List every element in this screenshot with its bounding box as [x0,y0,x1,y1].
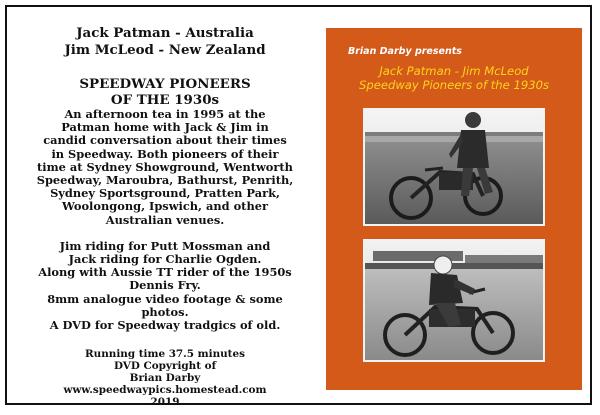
spacer [23,227,307,240]
dvd-cover [326,28,582,390]
credits-block [23,348,307,408]
desc-line: Sydney Sportsground, Pratten Park, [50,186,280,201]
credit-line: 2019 [150,396,180,409]
desc-line: Patman home with Jack & Jim in [61,120,269,135]
credit-line: Brian Darby [129,372,201,385]
riding-paragraph [23,240,307,332]
credit-line: Running time 37.5 minutes [85,348,245,361]
photo-rider-with-bike [363,108,545,226]
description-panel [23,25,307,408]
desc-line: candid conversation about their times [43,133,287,148]
desc-line: in Speedway. Both pioneers of their [51,146,279,161]
riding-line: Dennis Fry. [129,278,201,293]
desc-line: Speedway, Maroubra, Bathurst, Penrith, [36,173,294,188]
desc-line: Australian venues. [105,212,225,227]
cover-title-line-1: Jack Patman - Jim McLeod [379,64,529,78]
rider-line-1: Jack Patman - Australia [76,25,254,41]
dvd-insert-frame [5,5,592,409]
riding-line: Along with Aussie TT rider of the 1950s [38,265,292,280]
riding-line: Jim riding for Putt Mossman and [59,238,271,253]
desc-line: An afternoon tea in 1995 at the [64,107,266,121]
rider-line-2: Jim McLeod - New Zealand [64,42,266,58]
credit-line: DVD Copyright of [113,360,217,373]
cover-title-line-2: Speedway Pioneers of the 1930s [358,78,549,92]
desc-line: Woolongong, Ipswich, and other [62,199,268,214]
riding-line: A DVD for Speedway tradgics of old. [49,318,281,333]
desc-line: time at Sydney Showground, Wentworth [37,159,293,174]
description-paragraph [23,108,307,227]
title-line-2: OF THE 1930s [110,91,220,108]
cover-presenter: Brian Darby presents [348,46,462,57]
riding-line: photos. [141,304,189,319]
title-line-1: SPEEDWAY PIONEERS [79,76,251,92]
photo-rider-on-bike [363,239,545,362]
riding-line: Jack riding for Charlie Ogden. [68,252,262,267]
riding-line: 8mm analogue video footage & some [47,291,283,306]
credit-line: www.speedwaypics.homestead.com [63,384,267,397]
photo-rider-on-bike-image [365,241,543,360]
photo-rider-with-bike-image [365,110,543,224]
